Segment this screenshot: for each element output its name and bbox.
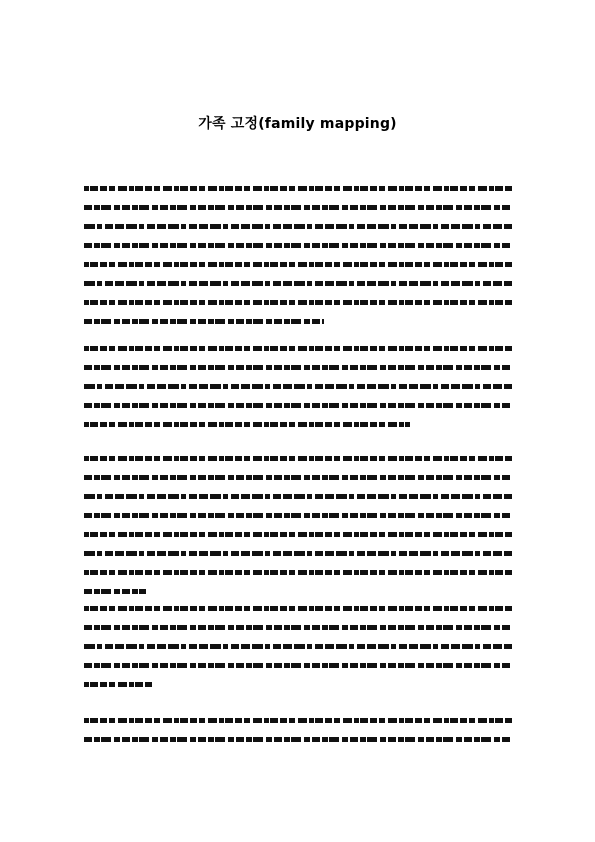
- text-line: [84, 262, 512, 267]
- paragraph-4: [84, 606, 512, 701]
- text-line: [84, 186, 512, 191]
- text-line: [84, 422, 410, 427]
- text-line: [84, 300, 512, 305]
- text-line: [84, 625, 512, 630]
- text-line: [84, 718, 512, 723]
- text-line: [84, 319, 324, 324]
- text-line: [84, 475, 512, 480]
- text-line: [84, 384, 512, 389]
- text-line: [84, 532, 512, 537]
- paragraph-2: [84, 346, 512, 436]
- text-line: [84, 589, 146, 594]
- text-line: [84, 494, 512, 499]
- text-line: [84, 737, 512, 742]
- text-line: [84, 663, 512, 668]
- text-line: [84, 243, 512, 248]
- paragraph-5: [84, 718, 512, 758]
- text-line: [84, 551, 512, 556]
- paragraph-3: [84, 456, 512, 596]
- document-title: 가족 고정(family mapping): [198, 116, 397, 132]
- text-line: [84, 205, 512, 210]
- text-line: [84, 513, 512, 518]
- text-line: [84, 682, 154, 687]
- text-line: [84, 346, 512, 351]
- text-line: [84, 403, 512, 408]
- text-line: [84, 644, 512, 649]
- text-line: [84, 224, 512, 229]
- text-line: [84, 456, 512, 461]
- text-line: [84, 281, 512, 286]
- text-line: [84, 570, 512, 575]
- text-line: [84, 606, 512, 611]
- paragraph-1: [84, 186, 512, 326]
- text-line: [84, 365, 512, 370]
